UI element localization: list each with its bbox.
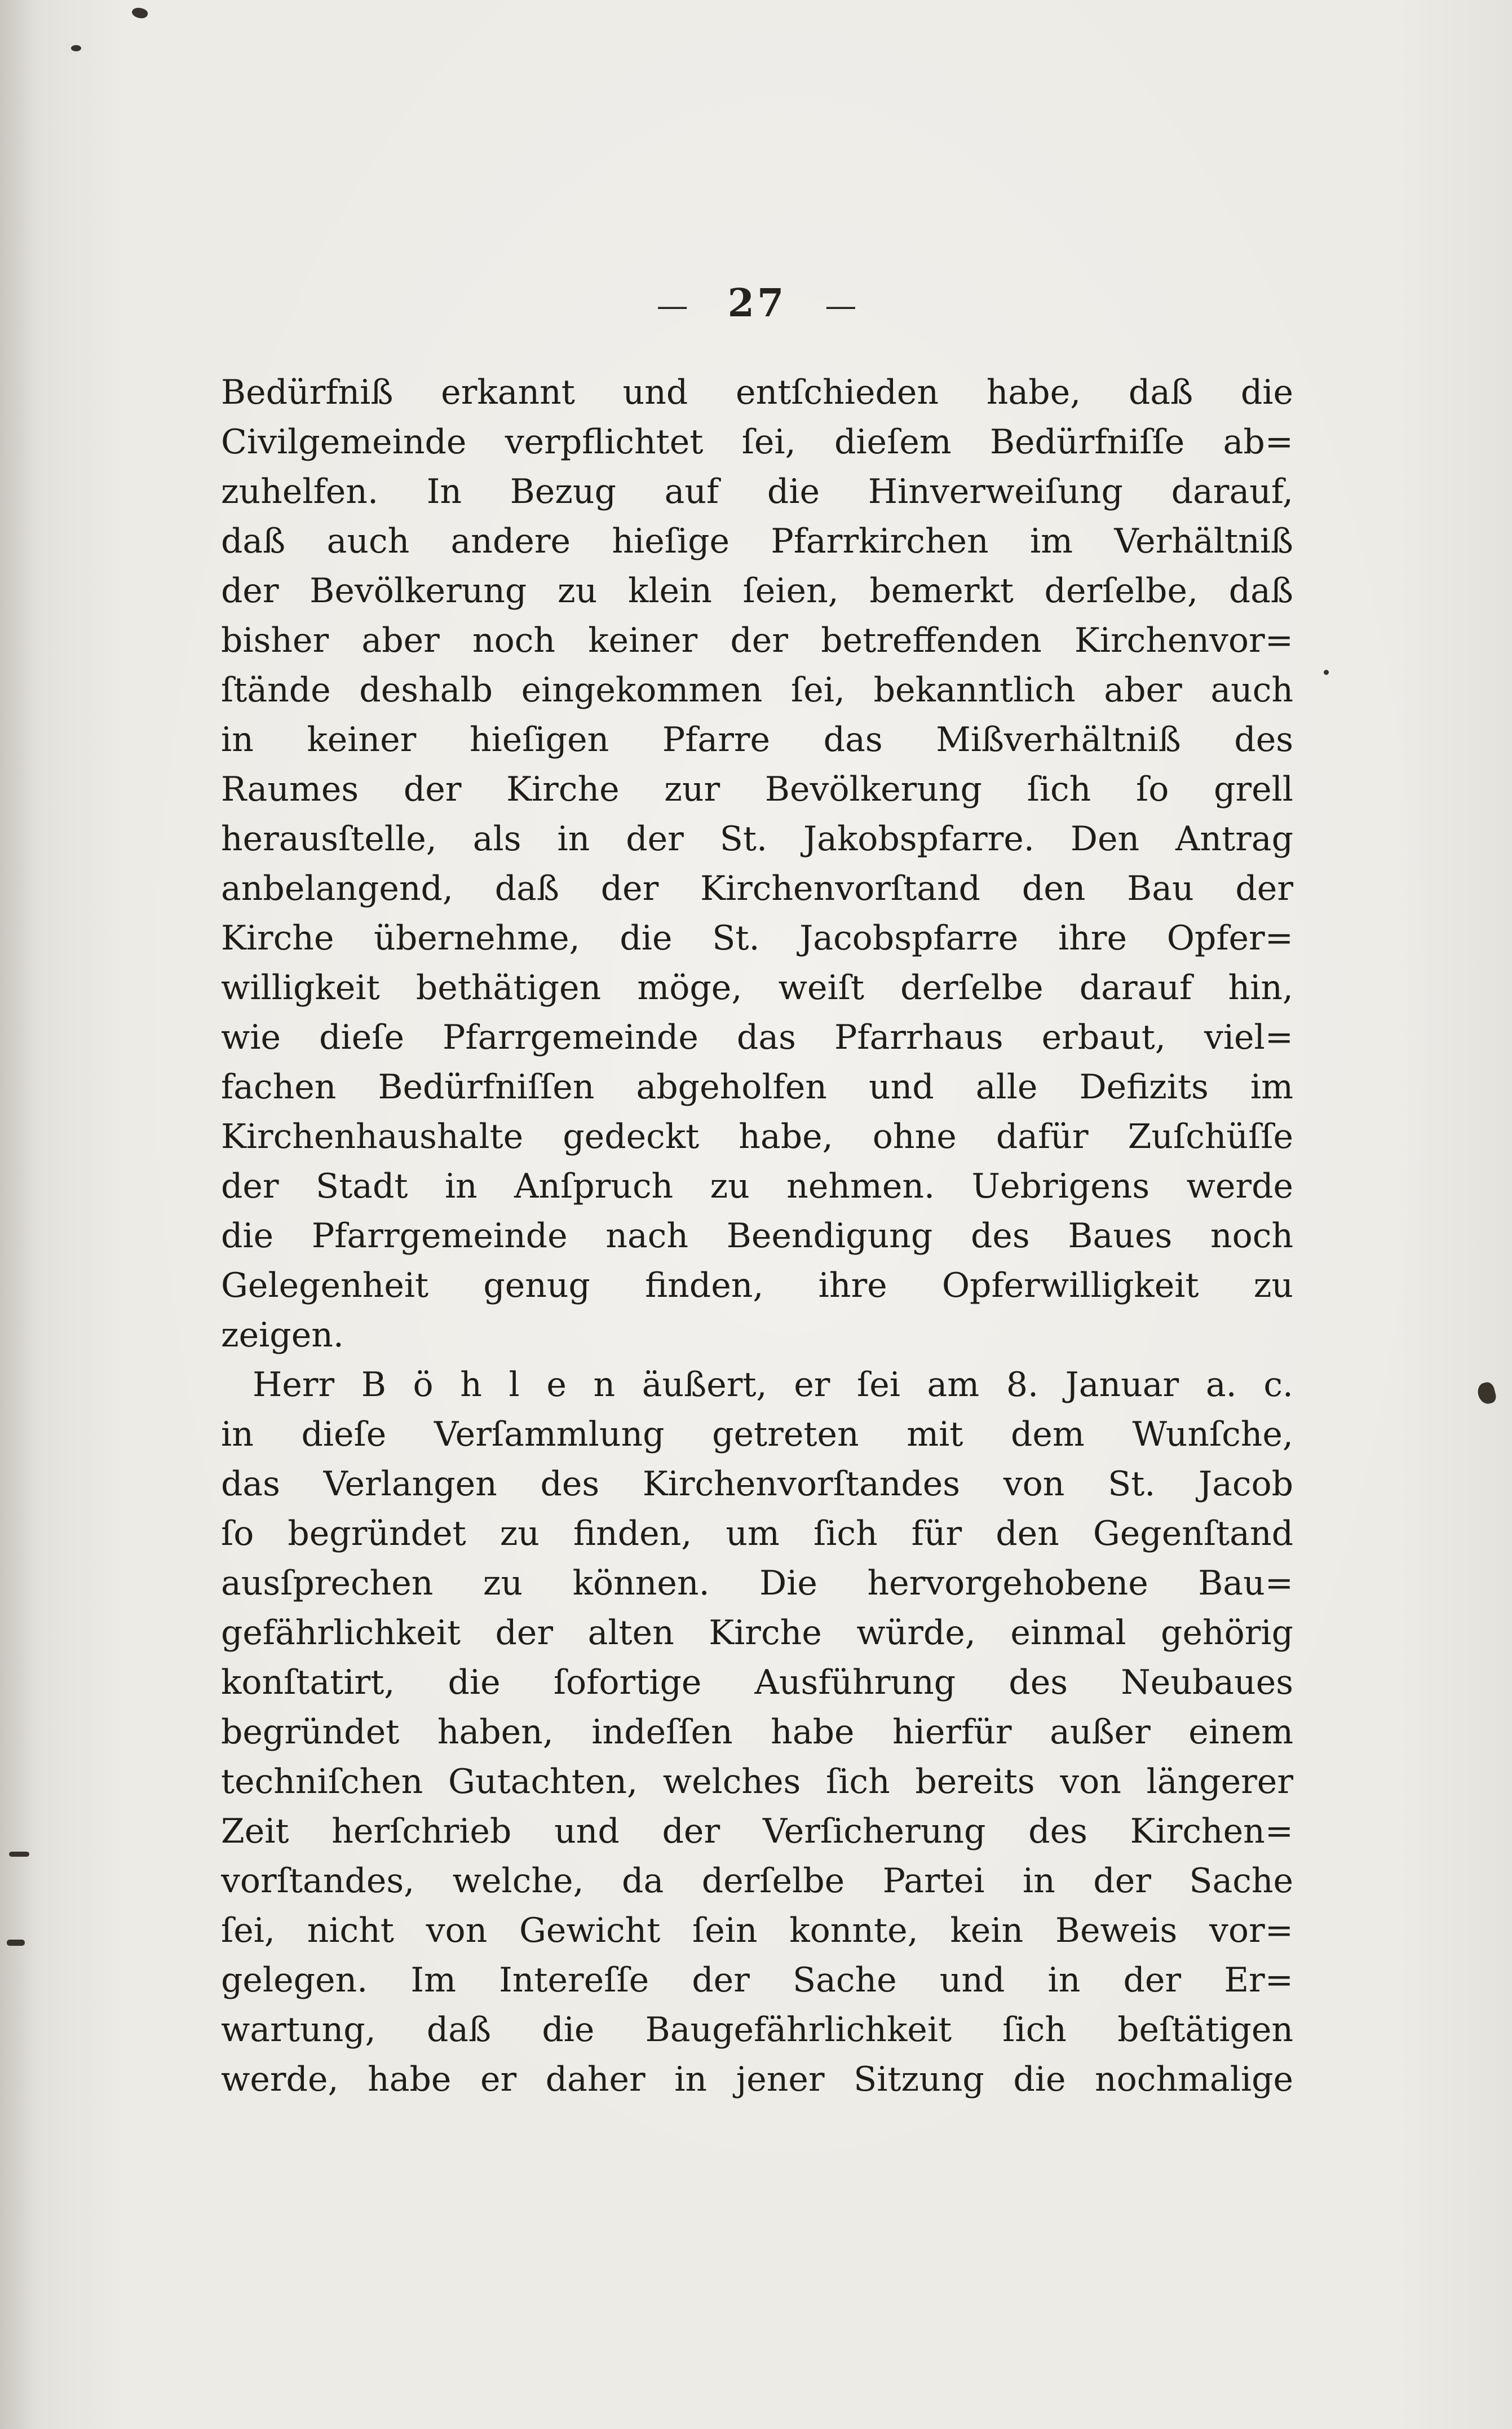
- text-line: das Verlangen des Kirchenvorſtandes von St. Jacob: [221, 1464, 1293, 1504]
- text-line: konſtatirt, die ſofortige Ausführung des Neubaues: [221, 1663, 1293, 1702]
- text-line: Raumes der Kirche zur Bevölkerung ſich ſo grell: [221, 770, 1293, 809]
- text-line: der Stadt in Anſpruch zu nehmen. Uebrigens werde: [221, 1167, 1293, 1206]
- header-dash-left: —: [656, 288, 689, 324]
- text-line: der Bevölkerung zu klein ſeien, bemerkt derſelbe, daß: [221, 571, 1293, 611]
- text-line: techniſchen Gutachten, welches ſich bereits von längerer: [221, 1762, 1293, 1801]
- text-line: in dieſe Verſammlung getreten mit dem Wunſche,: [221, 1415, 1293, 1454]
- text-line: Kirche übernehme, die St. Jacobspfarre ihre Opfer=: [221, 918, 1293, 958]
- text-line: Herr B ö h l e n äußert, er ſei am 8. Januar a. c.: [253, 1365, 1293, 1405]
- text-line: zuhelfen. In Bezug auf die Hinverweiſung darauf,: [221, 472, 1293, 511]
- text-line: fachen Bedürfniſſen abgeholfen und alle Defizits im: [221, 1067, 1293, 1107]
- text-line: herausſtelle, als in der St. Jakobspfarre. Den Antrag: [221, 819, 1293, 859]
- text-line: Zeit herſchrieb und der Verſicherung des Kirchen=: [221, 1812, 1293, 1851]
- text-line: gelegen. Im Intereſſe der Sache und in der Er=: [221, 1960, 1293, 2000]
- ink-speck: [71, 45, 81, 51]
- text-line: vorſtandes, welche, da derſelbe Partei in der Sache: [221, 1861, 1293, 1901]
- ink-speck: [1476, 1381, 1497, 1406]
- text-line: in keiner hieſigen Pfarre das Mißverhältniß des: [221, 720, 1293, 759]
- text-line: wartung, daß die Baugefährlichkeit ſich beſtätigen: [221, 2010, 1293, 2050]
- ink-speck: [9, 1852, 29, 1857]
- text-line: wie dieſe Pfarrgemeinde das Pfarrhaus erbaut, viel=: [221, 1018, 1293, 1057]
- text-line: Civilgemeinde verpflichtet ſei, dieſem Bedürfniſſe ab=: [221, 422, 1293, 462]
- text-line: Kirchenhaushalte gedeckt habe, ohne dafür Zuſchüſſe: [221, 1117, 1293, 1156]
- text-line: werde, habe er daher in jener Sitzung die nochmalige: [221, 2060, 1293, 2099]
- text-line: ſtände deshalb eingekommen ſei, bekanntlich aber auch: [221, 670, 1293, 710]
- text-line: bisher aber noch keiner der betreffenden Kirchenvor=: [221, 621, 1293, 660]
- page-header: [221, 281, 1293, 326]
- header-dash-right: —: [825, 288, 858, 324]
- ink-speck: [7, 1940, 25, 1946]
- text-line: ſo begründet zu finden, um ſich für den Gegenſtand: [221, 1514, 1293, 1553]
- text-line: ausſprechen zu können. Die hervorgehobene Bau=: [221, 1564, 1293, 1603]
- text-line: anbelangend, daß der Kirchenvorſtand den Bau der: [221, 869, 1293, 908]
- ink-speck: [1324, 670, 1329, 675]
- text-line: gefährlichkeit der alten Kirche würde, einmal gehörig: [221, 1613, 1293, 1653]
- text-line: die Pfarrgemeinde nach Beendigung des Baues noch: [221, 1216, 1293, 1256]
- text-line: daß auch andere hieſige Pfarrkirchen im Verhältniß: [221, 522, 1293, 561]
- text-line: Gelegenheit genug finden, ihre Opferwilligkeit zu: [221, 1266, 1293, 1305]
- text-line: begründet haben, indeſſen habe hierfür außer einem: [221, 1712, 1293, 1752]
- ink-speck: [131, 6, 149, 20]
- text-line: zeigen.: [221, 1315, 344, 1355]
- page-number: 27: [727, 281, 787, 326]
- text-line: Bedürfniß erkannt und entſchieden habe, daß die: [221, 373, 1293, 412]
- text-line: ſei, nicht von Gewicht ſein konnte, kein Beweis vor=: [221, 1911, 1293, 1950]
- text-block: [221, 368, 1293, 2104]
- text-line: willigkeit bethätigen möge, weiſt derſelbe darauf hin,: [221, 968, 1293, 1008]
